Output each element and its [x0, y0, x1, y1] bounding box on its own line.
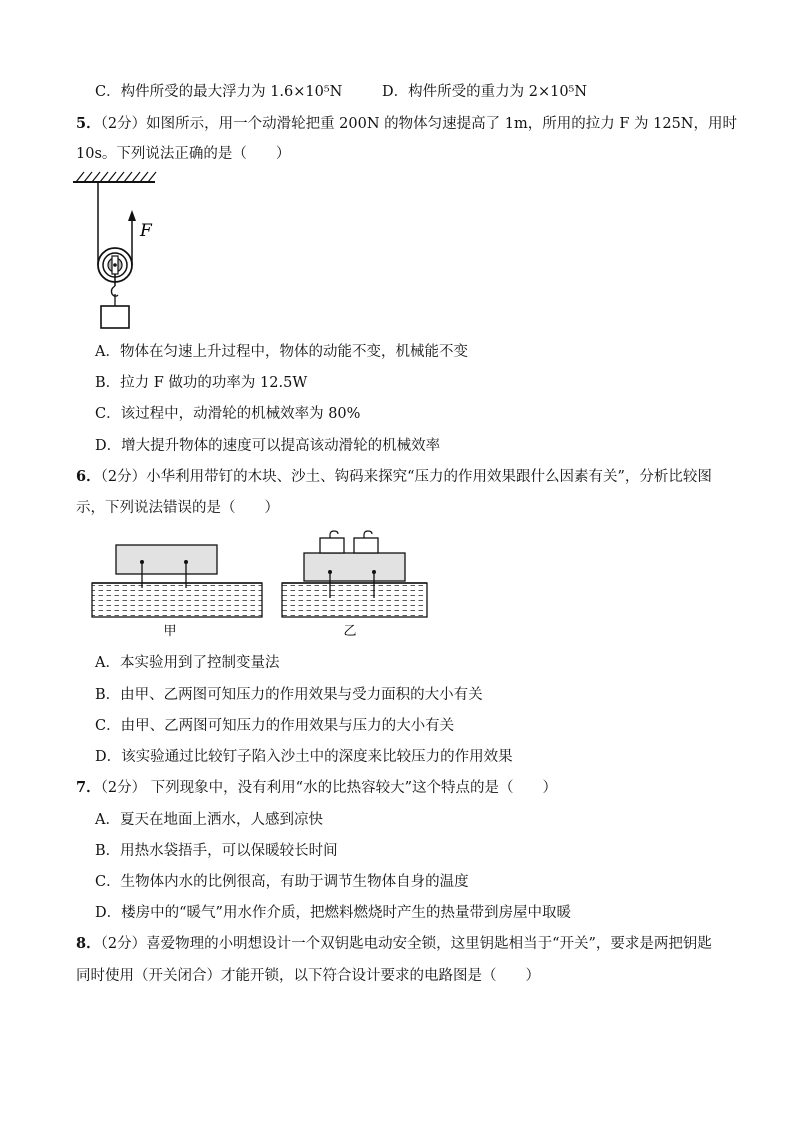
- q7-score: （2分）: [100, 780, 147, 796]
- q8-stem-text: 喜爱物理的小明想设计一个双钥匙电动安全锁，这里钥匙相当于“开关”，要求是两把钥匙: [146, 936, 712, 952]
- q5-force-label: F: [140, 221, 152, 241]
- q4-option-d: D．构件所受的重力为 2×10⁵N: [382, 84, 588, 100]
- q5-pulley-figure: [70, 168, 170, 334]
- q6-stem-line2: 示，下列说法错误的是（ ）: [76, 500, 279, 516]
- q5-number: 5．: [76, 115, 101, 132]
- q7-option-c: C．生物体内水的比例很高，有助于调节生物体自身的温度: [95, 874, 469, 890]
- q6-option-d: D．该实验通过比较钉子陷入沙土中的深度来比较压力的作用效果: [95, 749, 513, 765]
- q7-option-b: B．用热水袋捂手，可以保暖较长时间: [95, 843, 338, 859]
- q7-stem-line1: [76, 779, 557, 797]
- q6-score: （2分）: [100, 469, 147, 485]
- q6-option-a: A．本实验用到了控制变量法: [95, 655, 280, 671]
- q7-option-a: A．夏天在地面上洒水，人感到凉快: [95, 812, 323, 828]
- q5-option-b: B．拉力 F 做功的功率为 12.5W: [95, 375, 308, 391]
- q8-score: （2分）: [100, 936, 147, 952]
- q6-stem-line1: [76, 468, 712, 486]
- q5-option-c: C．该过程中，动滑轮的机械效率为 80%: [95, 406, 361, 422]
- q8-stem-line1: [76, 935, 712, 953]
- q6-option-b: B．由甲、乙两图可知压力的作用效果与受力面积的大小有关: [95, 687, 483, 703]
- q5-stem-line1: [76, 115, 737, 133]
- q8-stem-line2: 同时使用（开关闭合）才能开锁，以下符合设计要求的电路图是（ ）: [76, 968, 540, 984]
- q8-number: 8．: [76, 935, 101, 952]
- q6-stem-text: 小华利用带钉的木块、沙土、钩码来探究“压力的作用效果跟什么因素有关”，分析比较图: [146, 469, 712, 485]
- q5-option-a: A．物体在匀速上升过程中，物体的动能不变，机械能不变: [95, 344, 468, 360]
- q7-number: 7．: [76, 779, 101, 796]
- q6-option-c: C．由甲、乙两图可知压力的作用效果与压力的大小有关: [95, 718, 455, 734]
- q5-option-d: D．增大提升物体的速度可以提高该动滑轮的机械效率: [95, 438, 441, 454]
- q6-number: 6．: [76, 468, 101, 485]
- q7-option-d: D．楼房中的“暖气”用水作介质，把燃料燃烧时产生的热量带到房屋中取暖: [95, 905, 571, 921]
- figure-jia: [92, 545, 262, 617]
- q7-stem-text: 下列现象中，没有利用“水的比热容较大”这个特点的是（ ）: [146, 780, 558, 796]
- q5-stem-line2: 10s。下列说法正确的是（ ）: [76, 146, 291, 162]
- figure-jia-label: 甲: [163, 624, 177, 639]
- q5-score: （2分）: [100, 116, 147, 132]
- q4-option-c: C．构件所受的最大浮力为 1.6×10⁵N: [95, 84, 343, 100]
- figure-yi: [282, 531, 427, 617]
- q5-stem-text: 如图所示，用一个动滑轮把重 200N 的物体匀速提高了 1m，所用的拉力 F 为 125N，用时: [146, 116, 737, 132]
- figure-yi-label: 乙: [343, 624, 357, 639]
- q6-pressure-figure: [90, 528, 440, 640]
